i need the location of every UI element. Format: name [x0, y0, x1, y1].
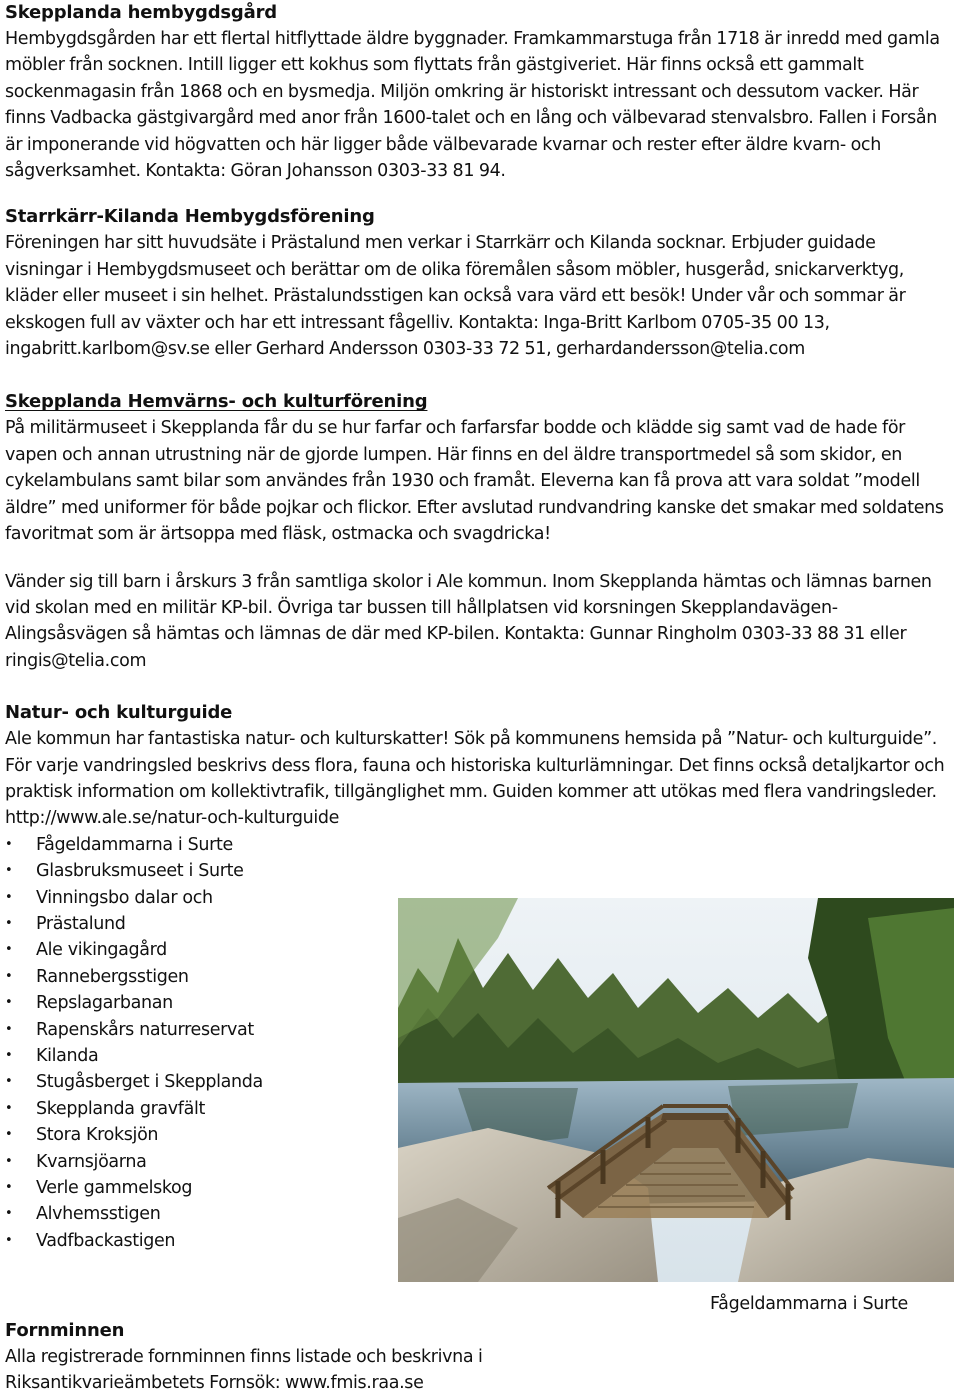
- section-title: Natur- och kulturguide: [5, 702, 233, 724]
- list-item: • Skepplanda gravfält: [5, 1096, 953, 1122]
- section-text: Föreningen har sitt huvudsäte i Prästalund men verkar i Starrkärr och Kilanda socknar. Erbjuder guidade visningar i Hembygdsmuseet och berättar om de olika föremålen såsom möbler, husgeråd, snickarverktyg, kläder eller museet i sin helhet. Prästalundsstigen kan också vara värd ett besök! Under vår och sommar är ekskogen full av växter och har ett intressant fågelliv. Kontakta: Inga-Britt Karlbom 0705-35 00 13, ingabritt.karlbom@sv.se eller Gerhard Andersson 0303-33 72 51, gerhardandersson@telia.com: [5, 233, 906, 360]
- list-item: • Rapenskårs naturreservat: [5, 1017, 953, 1043]
- section-hemvarns-kulturforening: [5, 389, 953, 547]
- section-text: Alla registrerade fornminnen finns listade och beskrivna i Riksantikvarieämbetets Fornsök: www.fmis.raa.se: [5, 1347, 483, 1394]
- list-item: • Repslagarbanan: [5, 990, 953, 1016]
- list-item: • Stora Kroksjön: [5, 1122, 953, 1148]
- list-item: • Verle gammelskog: [5, 1175, 953, 1201]
- list-item: • Kvarnsjöarna: [5, 1149, 953, 1175]
- section-title: Fornminnen: [5, 1320, 125, 1341]
- section-text-2: Vänder sig till barn i årskurs 3 från samtliga skolor i Ale kommun. Inom Skepplanda hämtas och lämnas barnen vid skolan med en militär KP-bil. Övriga tar bussen till hållplatsen vid korsningen Skepplandavägen- Alingsåsvägen så hämtas och lämnas de där med KP-bilen. Kontakta: Gunnar Ringholm 0303-33 88 31 eller ringis@telia.com: [5, 571, 932, 671]
- section-title: Skepplanda Hemvärns- och kulturförening: [5, 391, 428, 413]
- list-item: • Glasbruksmuseet i Surte: [5, 858, 953, 884]
- list-item: • Alvhemsstigen: [5, 1201, 953, 1227]
- list-item: • Vinningsbo dalar och: [5, 885, 953, 911]
- photo-caption: Fågeldammarna i Surte: [710, 1294, 908, 1314]
- section-text: Ale kommun har fantastiska natur- och kulturskatter! Sök på kommunens hemsida på ”Natur- och kulturguide”. För varje vandringsled beskrivs dess flora, fauna och historiska kulturlämningar. Det finns också detaljkartor och praktisk information om kollektivtrafik, tillgänglighet mm. Guiden kommer att utökas med flera vandringsleder. http://www.ale.se/natur-och-kulturguide: [5, 729, 945, 829]
- list-item: • Prästalund: [5, 911, 953, 937]
- section-title: Skepplanda hembygdsgård: [5, 2, 277, 23]
- list-item: • Ale vikingagård: [5, 937, 953, 963]
- list-item: • Kilanda: [5, 1043, 953, 1069]
- section-hemvarns-extra: [5, 569, 953, 675]
- lake-bridge-photo: [398, 898, 954, 1282]
- section-starrkarr-kilanda: [5, 204, 953, 362]
- list-item: • Rannebergsstigen: [5, 964, 953, 990]
- list-item: • Vadfbackastigen: [5, 1228, 953, 1254]
- section-text: På militärmuseet i Skepplanda får du se hur farfar och farfarsfar bodde och klädde sig samt vad de hade för vapen och annan utrustning när de gjorde lumpen. Här finns en del äldre transportmedel så som skidor, en cykelambulans samt bilar som användes från 1930 och framåt. Eleverna kan få prova att vara soldat ”modell äldre” med uniformer för både pojkar och flickor. Efter avslutad rundvandring kanske det smakar med soldatens favoritmat som är ärtsoppa med fläsk, ostmacka och svagdricka!: [5, 418, 944, 545]
- section-fornminnen: [5, 1318, 565, 1397]
- list-item: • Stugåsberget i Skepplanda: [5, 1069, 953, 1095]
- section-text: Hembygdsgården har ett flertal hitflyttade äldre byggnader. Framkammarstuga från 1718 är inredd med gamla möbler från socknen. Intill ligger ett kokhus som flyttats från gästgiveriet. Här finns också ett gammalt sockenmagasin från 1868 och en bysmedja. Miljön omkring är historiskt intressant och dessutom vacker. Här finns Vadbacka gästgivargård med anor från 1600-talet och en lång och välbevarad stenvalsbro. Fallen i Forsån är imponerande vid högvatten och här ligger både välbevarade kvarnar och rester efter äldre kvarn- och sågverksamhet. Kontakta: Göran Johansson 0303-33 81 94.: [5, 29, 940, 182]
- section-title: Starrkärr-Kilanda Hembygdsförening: [5, 206, 375, 228]
- section-skepplanda-hembygdsgard: [5, 0, 953, 184]
- list-item: • Fågeldammarna i Surte: [5, 832, 953, 858]
